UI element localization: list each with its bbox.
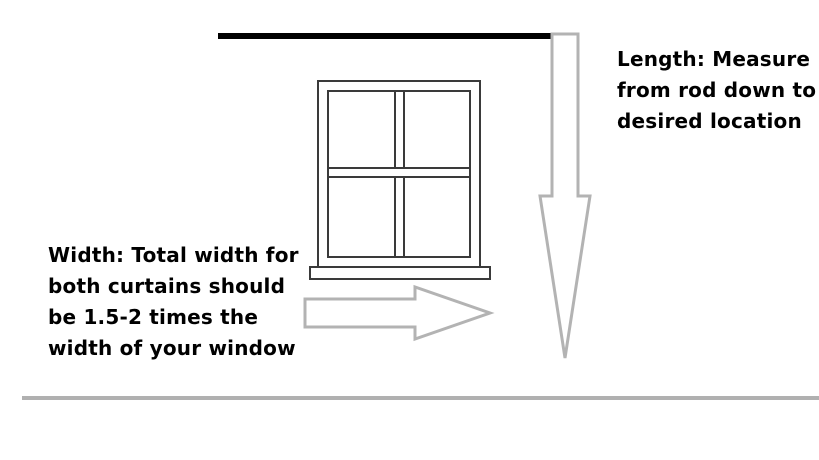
length-arrow-icon (540, 34, 590, 358)
window-mullion-horizontal (328, 168, 470, 177)
window-sill (310, 267, 490, 279)
width-arrow-icon (305, 287, 490, 339)
width-annotation-text: Width: Total width for both curtains should be 1.5-2 times the width of your window (48, 243, 299, 360)
length-annotation-text: Length: Measure from rod down to desired location (617, 47, 817, 133)
